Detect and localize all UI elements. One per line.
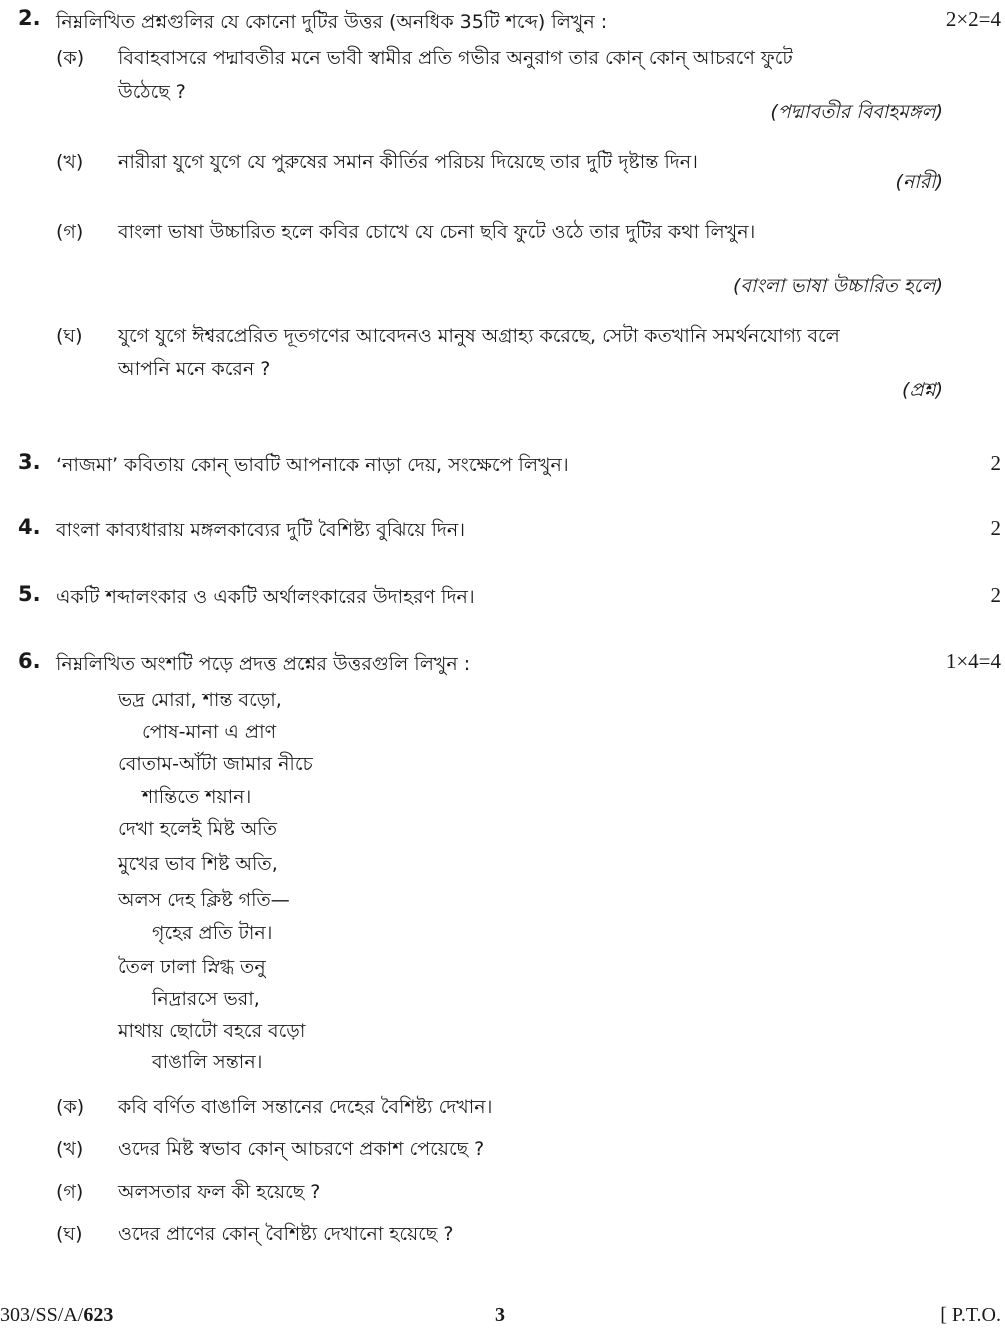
q2-item-source: (প্রশ্ন) <box>902 379 943 401</box>
poem-line: দেখা হলেই মিষ্ট অতি <box>118 818 277 840</box>
q6-number: 6. <box>18 649 41 673</box>
poem-line: তৈল ঢালা স্নিগ্ধ তনু <box>118 956 266 978</box>
q6-item-text: ওদের প্রাণের কোন্ বৈশিষ্ট্য দেখানো হয়েছে ? <box>118 1223 454 1245</box>
q2-item-label: (ঘ) <box>56 325 83 347</box>
q4-text: বাংলা কাব্যধারায় মঙ্গলকাব্যের দুটি বৈশিষ্ট্য বুঝিয়ে দিন। <box>56 519 466 541</box>
q5-marks: 2 <box>990 583 1001 607</box>
paper-code <box>0 1304 113 1327</box>
poem-line: নিদ্রারসে ভরা, <box>152 988 260 1010</box>
q2-item-source: (নারী) <box>895 171 943 193</box>
q4-marks: 2 <box>990 516 1001 540</box>
q2-item-text: বাংলা ভাষা উচ্চারিত হলে কবির চোখে যে চেনা ছবি ফুটে ওঠে তার দুটির কথা লিখুন। <box>118 221 756 243</box>
q3-text: ‘নাজমা’ কবিতায় কোন্ ভাবটি আপনাকে নাড়া দেয়, সংক্ষেপে লিখুন। <box>56 454 569 476</box>
q2-item-text: নারীরা যুগে যুগে যে পুরুষের সমান কীর্তির পরিচয় দিয়েছে তার দুটি দৃষ্টান্ত দিন। <box>118 151 698 173</box>
q2-item-label: (গ) <box>56 221 84 243</box>
poem-line: বাঙালি সন্তান। <box>152 1051 263 1073</box>
q6-item-text: ওদের মিষ্ট স্বভাব কোন্ আচরণে প্রকাশ পেয়েছে ? <box>118 1138 485 1160</box>
q2-item-text-cont: উঠেছে ? <box>118 81 186 103</box>
q5-number: 5. <box>18 582 41 606</box>
q2-item-text: যুগে যুগে ঈশ্বরপ্রেরিত দূতগণের আবেদনও মানুষ অগ্রাহ্য করেছে, সেটা কতখানি সমর্থনযোগ্য বলে <box>118 325 840 347</box>
q2-number: 2. <box>18 6 41 30</box>
poem-line: ভদ্র মোরা, শান্ত বড়ো, <box>118 689 282 711</box>
q6-marks: 1×4=4 <box>945 649 1001 673</box>
pto-note: [ P.T.O. <box>940 1304 1001 1326</box>
q2-item-label: (খ) <box>56 151 84 173</box>
q2-instruction: নিম্নলিখিত প্রশ্নগুলির যে কোনো দুটির উত্তর (অনধিক 35টি শব্দে) লিখুন : <box>56 11 608 33</box>
poem-line: বোতাম-আঁটা জামার নীচে <box>118 753 313 775</box>
q2-item-source: (পদ্মাবতীর বিবাহমঙ্গল) <box>770 101 943 123</box>
paper-code-prefix: 303/SS/A/ <box>0 1304 84 1326</box>
q2-item-text-cont: আপনি মনে করেন ? <box>118 358 271 380</box>
q6-item-label: (ঘ) <box>56 1223 83 1245</box>
q2-item-text: বিবাহবাসরে পদ্মাবতীর মনে ভাবী স্বামীর প্রতি গভীর অনুরাগ তার কোন্ কোন্ আচরণে ফুটে <box>118 47 793 69</box>
q2-marks: 2×2=4 <box>945 7 1001 31</box>
page-number: 3 <box>495 1304 505 1326</box>
poem-line: শান্তিতে শয়ান। <box>142 786 252 808</box>
q4-number: 4. <box>18 515 41 539</box>
poem-line: গৃহের প্রতি টান। <box>152 922 273 944</box>
q6-item-label: (গ) <box>56 1181 84 1203</box>
q2-item-source: (বাংলা ভাষা উচ্চারিত হলে) <box>733 275 943 297</box>
q2-item-label: (ক) <box>56 47 85 69</box>
poem-line: পোষ-মানা এ প্রাণ <box>142 721 277 743</box>
q6-item-label: (খ) <box>56 1138 84 1160</box>
poem-line: মুখের ভাব শিষ্ট অতি, <box>118 853 278 875</box>
poem-line: অলস দেহ ক্লিষ্ট গতি— <box>118 889 290 911</box>
q3-marks: 2 <box>990 451 1001 475</box>
paper-code-number: 623 <box>83 1304 114 1326</box>
q6-item-text: অলসতার ফল কী হয়েছে ? <box>118 1181 321 1203</box>
q6-item-text: কবি বর্ণিত বাঙালি সন্তানের দেহের বৈশিষ্ট্য দেখান। <box>118 1096 493 1118</box>
q6-item-label: (ক) <box>56 1096 85 1118</box>
q5-text: একটি শব্দালংকার ও একটি অর্থালংকারের উদাহরণ দিন। <box>56 586 475 608</box>
q3-number: 3. <box>18 450 41 474</box>
q6-instruction: নিম্নলিখিত অংশটি পড়ে প্রদত্ত প্রশ্নের উত্তরগুলি লিখুন : <box>56 653 471 675</box>
poem-line: মাথায় ছোটো বহরে বড়ো <box>118 1020 306 1042</box>
